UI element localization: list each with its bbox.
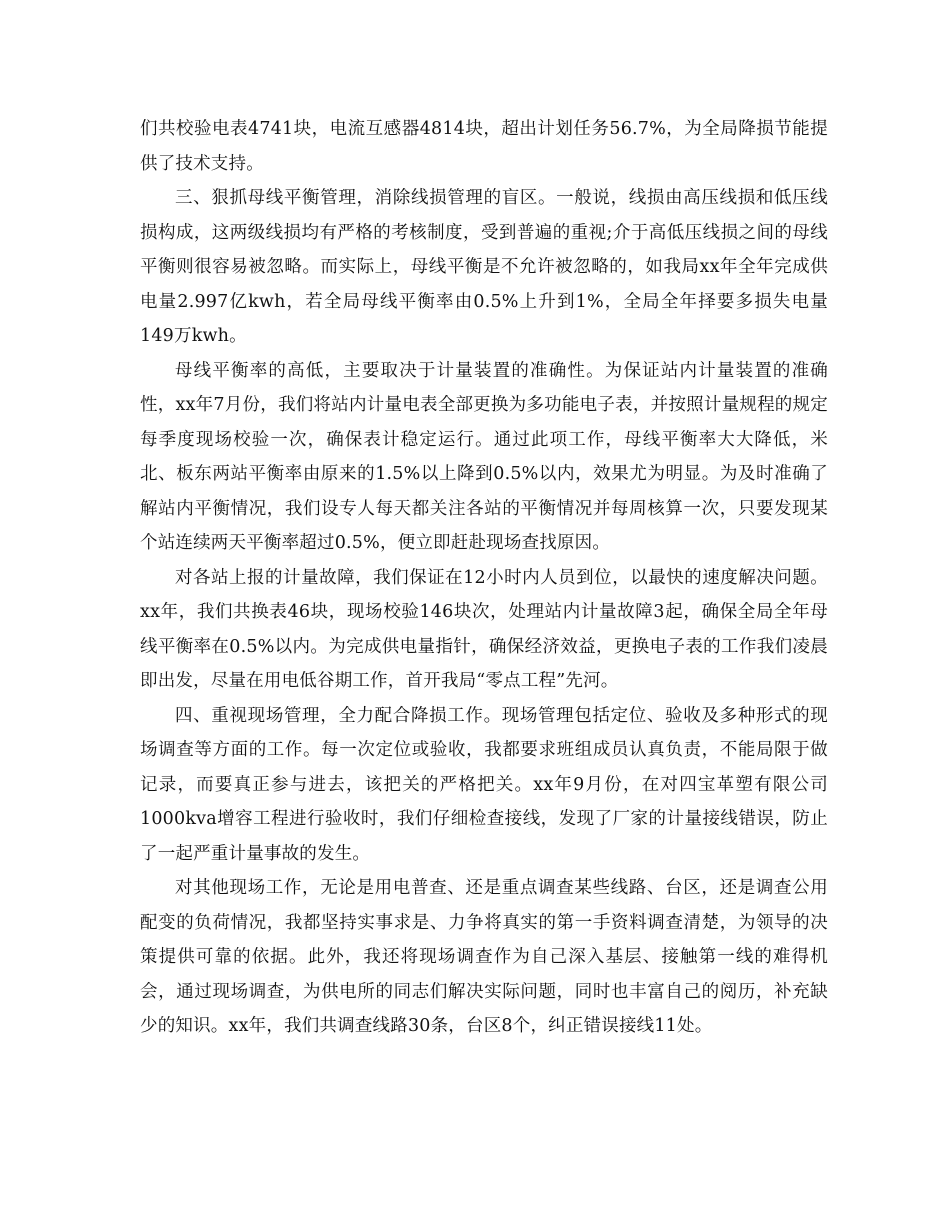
paragraph-continuation: 们共校验电表4741块，电流互感器4814块，超出计划任务56.7%，为全局降损节能提供了技术支持。	[140, 119, 828, 174]
paragraph-fault-response: 对各站上报的计量故障，我们保证在12小时内人员到位，以最快的速度解决问题。xx年，我们共换表46块，现场校验146块次，处理站内计量故障3起，确保全局全年母线平衡率在0.5%以内。为完成供电量指针，确保经济效益，更换电子表的工作我们凌晨即出发，尽量在用电低谷期工作，首开我局“零点工程”先河。	[140, 567, 828, 691]
paragraph-metering-accuracy: 母线平衡率的高低，主要取决于计量装置的准确性。为保证站内计量装置的准确性，xx年7月份，我们将站内计量电表全部更换为多功能电子表，并按照计量规程的规定每季度现场校验一次，确保表计稳定运行。通过此项工作，母线平衡率大大降低，米北、板东两站平衡率由原来的1.5%以上降到0.5%以内，效果尤为明显。为及时准确了解站内平衡情况，我们设专人每天都关注各站的平衡情况并每周核算一次，只要发现某个站连续两天平衡率超过0.5%，便立即赶赴现场查找原因。	[140, 360, 828, 553]
document-body	[140, 112, 828, 1044]
paragraph-field-investigation: 对其他现场工作，无论是用电普查、还是重点调查某些线路、台区，还是调查公用配变的负荷情况，我都坚持实事求是、力争将真实的第一手资料调查清楚，为领导的决策提供可靠的依据。此外，我还将现场调查作为自己深入基层、接触第一线的难得机会，通过现场调查，为供电所的同志们解决实际问题，同时也丰富自己的阅历，补充缺少的知识。xx年，我们共调查线路30条，台区8个，纠正错误接线11处。	[140, 878, 828, 1036]
paragraph-busbar-balance-management: 三、狠抓母线平衡管理，消除线损管理的盲区。一般说，线损由高压线损和低压线损构成，这两级线损均有严格的考核制度，受到普遍的重视;介于高低压线损之间的母线平衡则很容易被忽略。而实际上，母线平衡是不允许被忽略的，如我局xx年全年完成供电量2.997亿kwh，若全局母线平衡率由0.5%上升到1%，全局全年择要多损失电量149万kwh。	[140, 188, 828, 346]
paragraph-field-management: 四、重视现场管理，全力配合降损工作。现场管理包括定位、验收及多种形式的现场调查等方面的工作。每一次定位或验收，我都要求班组成员认真负责，不能局限于做记录，而要真正参与进去，该把关的严格把关。xx年9月份，在对四宝革塑有限公司1000kva增容工程进行验收时，我们仔细检查接线，发现了厂家的计量接线错误，防止了一起严重计量事故的发生。	[140, 705, 828, 864]
